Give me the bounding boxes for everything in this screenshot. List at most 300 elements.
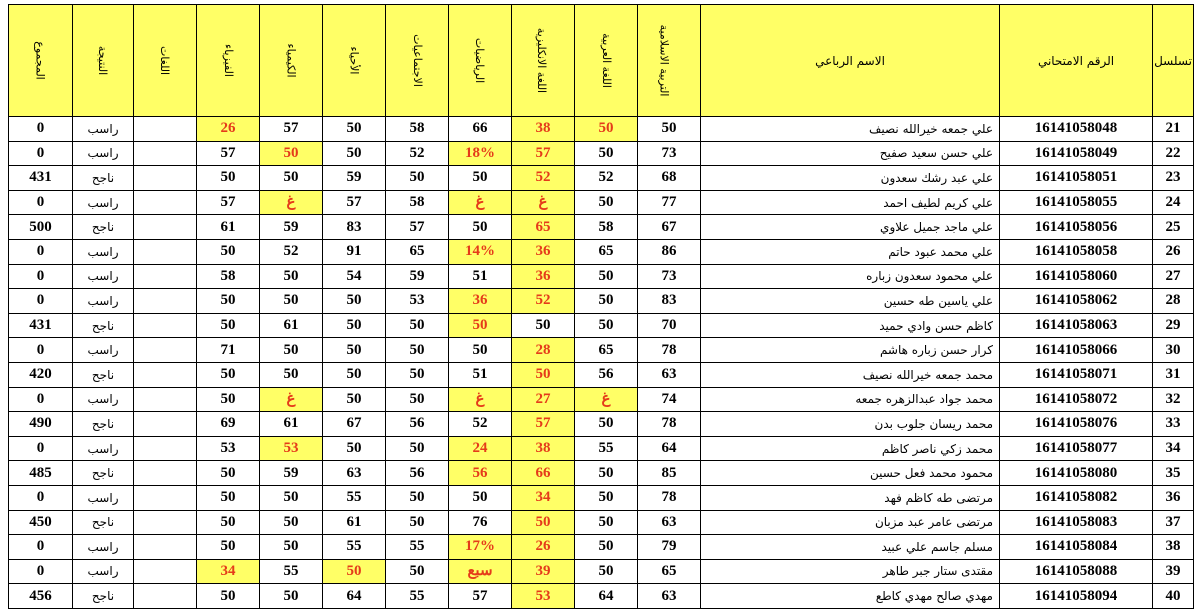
cell-social: 57 <box>386 215 449 240</box>
cell-result: راسب <box>73 387 134 412</box>
cell-languages <box>134 584 197 609</box>
cell-english: 38 <box>512 117 575 142</box>
cell-languages <box>134 215 197 240</box>
cell-result: ناجح <box>73 313 134 338</box>
cell-social: 59 <box>386 264 449 289</box>
cell-social: 58 <box>386 117 449 142</box>
cell-physics: 53 <box>197 436 260 461</box>
cell-math: 18% <box>449 141 512 166</box>
cell-name: مسلم جاسم علي عبيد <box>701 535 1000 560</box>
cell-languages <box>134 387 197 412</box>
cell-english: غ <box>512 190 575 215</box>
cell-physics: 61 <box>197 215 260 240</box>
cell-english: 36 <box>512 239 575 264</box>
cell-islamic: 50 <box>638 117 701 142</box>
cell-result: ناجح <box>73 362 134 387</box>
cell-islamic: 73 <box>638 141 701 166</box>
cell-languages <box>134 362 197 387</box>
cell-chemistry: 50 <box>260 584 323 609</box>
cell-english: 50 <box>512 510 575 535</box>
table-row <box>9 117 1194 142</box>
cell-social: 50 <box>386 362 449 387</box>
cell-exam-no: 16141058082 <box>1000 485 1153 510</box>
cell-math: 51 <box>449 264 512 289</box>
cell-total: 0 <box>9 338 73 363</box>
cell-islamic: 86 <box>638 239 701 264</box>
cell-arabic: 50 <box>575 510 638 535</box>
header-exam-no-label: الرقم الامتحاني <box>1037 53 1115 68</box>
cell-social: 52 <box>386 141 449 166</box>
header-math <box>449 5 512 117</box>
cell-result: راسب <box>73 535 134 560</box>
cell-chemistry: 50 <box>260 510 323 535</box>
cell-result: راسب <box>73 436 134 461</box>
header-total-label: المجموع <box>33 41 47 80</box>
cell-arabic: 65 <box>575 239 638 264</box>
cell-biology: 50 <box>323 117 386 142</box>
cell-social: 58 <box>386 190 449 215</box>
cell-biology: 54 <box>323 264 386 289</box>
cell-languages <box>134 264 197 289</box>
cell-total: 490 <box>9 412 73 437</box>
cell-physics: 50 <box>197 313 260 338</box>
cell-result: ناجح <box>73 215 134 240</box>
cell-english: 57 <box>512 412 575 437</box>
cell-chemistry: 50 <box>260 362 323 387</box>
cell-english: 57 <box>512 141 575 166</box>
cell-chemistry: 50 <box>260 141 323 166</box>
header-languages <box>134 5 197 117</box>
cell-total: 0 <box>9 264 73 289</box>
cell-math: 36 <box>449 289 512 314</box>
table-row <box>9 313 1194 338</box>
cell-result: راسب <box>73 264 134 289</box>
cell-chemistry: 61 <box>260 313 323 338</box>
cell-languages <box>134 313 197 338</box>
cell-biology: 55 <box>323 535 386 560</box>
cell-result: راسب <box>73 117 134 142</box>
cell-math: 56 <box>449 461 512 486</box>
cell-seq: 29 <box>1153 313 1194 338</box>
cell-languages <box>134 190 197 215</box>
results-body <box>9 117 1194 609</box>
cell-arabic: 52 <box>575 166 638 191</box>
cell-seq: 33 <box>1153 412 1194 437</box>
cell-biology: 63 <box>323 461 386 486</box>
cell-result: راسب <box>73 559 134 584</box>
cell-chemistry: غ <box>260 190 323 215</box>
table-row <box>9 190 1194 215</box>
cell-math: 50 <box>449 338 512 363</box>
cell-biology: 59 <box>323 166 386 191</box>
cell-arabic: 55 <box>575 436 638 461</box>
cell-exam-no: 16141058055 <box>1000 190 1153 215</box>
cell-arabic: 50 <box>575 313 638 338</box>
header-exam-no <box>1000 5 1153 117</box>
cell-physics: 50 <box>197 289 260 314</box>
cell-biology: 50 <box>323 338 386 363</box>
cell-exam-no: 16141058084 <box>1000 535 1153 560</box>
table-row <box>9 535 1194 560</box>
header-arabic-label: اللغة العربية <box>599 33 613 88</box>
cell-physics: 34 <box>197 559 260 584</box>
cell-result: راسب <box>73 289 134 314</box>
cell-chemistry: 61 <box>260 412 323 437</box>
header-name <box>701 5 1000 117</box>
cell-english: 26 <box>512 535 575 560</box>
table-row <box>9 338 1194 363</box>
cell-chemistry: 52 <box>260 239 323 264</box>
cell-physics: 57 <box>197 141 260 166</box>
cell-english: 66 <box>512 461 575 486</box>
cell-chemistry: 50 <box>260 166 323 191</box>
cell-total: 0 <box>9 535 73 560</box>
cell-math: 50 <box>449 166 512 191</box>
cell-physics: 50 <box>197 535 260 560</box>
cell-math: 14% <box>449 239 512 264</box>
cell-social: 55 <box>386 584 449 609</box>
cell-biology: 83 <box>323 215 386 240</box>
cell-biology: 50 <box>323 559 386 584</box>
header-row <box>9 5 1194 117</box>
cell-physics: 50 <box>197 510 260 535</box>
cell-total: 0 <box>9 190 73 215</box>
cell-name: علي كريم لطيف احمد <box>701 190 1000 215</box>
cell-exam-no: 16141058063 <box>1000 313 1153 338</box>
cell-exam-no: 16141058048 <box>1000 117 1153 142</box>
cell-seq: 38 <box>1153 535 1194 560</box>
cell-exam-no: 16141058062 <box>1000 289 1153 314</box>
cell-math: 66 <box>449 117 512 142</box>
cell-seq: 28 <box>1153 289 1194 314</box>
cell-exam-no: 16141058088 <box>1000 559 1153 584</box>
cell-languages <box>134 559 197 584</box>
cell-math: غ <box>449 190 512 215</box>
header-seq <box>1153 5 1194 117</box>
table-row <box>9 362 1194 387</box>
cell-seq: 25 <box>1153 215 1194 240</box>
cell-seq: 39 <box>1153 559 1194 584</box>
table-row <box>9 485 1194 510</box>
cell-name: علي محمود سعدون زباره <box>701 264 1000 289</box>
cell-social: 50 <box>386 510 449 535</box>
cell-name: كاظم حسن وادي حميد <box>701 313 1000 338</box>
cell-total: 0 <box>9 387 73 412</box>
cell-name: علي عبد رشك سعدون <box>701 166 1000 191</box>
cell-social: 50 <box>386 166 449 191</box>
cell-languages <box>134 535 197 560</box>
cell-chemistry: 50 <box>260 338 323 363</box>
cell-seq: 21 <box>1153 117 1194 142</box>
cell-result: ناجح <box>73 461 134 486</box>
header-chemistry <box>260 5 323 117</box>
cell-total: 485 <box>9 461 73 486</box>
cell-total: 500 <box>9 215 73 240</box>
cell-languages <box>134 461 197 486</box>
cell-english: 52 <box>512 166 575 191</box>
cell-biology: 50 <box>323 436 386 461</box>
cell-math: 52 <box>449 412 512 437</box>
cell-biology: 50 <box>323 313 386 338</box>
cell-math: 24 <box>449 436 512 461</box>
header-english-label: اللغة الانكليزية <box>534 27 548 94</box>
cell-arabic: 50 <box>575 289 638 314</box>
header-arabic <box>575 5 638 117</box>
cell-languages <box>134 338 197 363</box>
cell-seq: 26 <box>1153 239 1194 264</box>
header-seq-label: تسلسل <box>1154 53 1192 68</box>
cell-name: محمود محمد فعل حسين <box>701 461 1000 486</box>
table-row <box>9 387 1194 412</box>
table-row <box>9 559 1194 584</box>
results-sheet <box>8 4 1193 609</box>
cell-languages <box>134 412 197 437</box>
table-row <box>9 264 1194 289</box>
cell-math: 50 <box>449 485 512 510</box>
cell-seq: 30 <box>1153 338 1194 363</box>
cell-physics: 58 <box>197 264 260 289</box>
cell-biology: 50 <box>323 362 386 387</box>
cell-total: 431 <box>9 166 73 191</box>
cell-islamic: 74 <box>638 387 701 412</box>
cell-languages <box>134 166 197 191</box>
cell-physics: 71 <box>197 338 260 363</box>
cell-total: 0 <box>9 117 73 142</box>
cell-languages <box>134 436 197 461</box>
cell-social: 53 <box>386 289 449 314</box>
cell-result: ناجح <box>73 584 134 609</box>
table-row <box>9 239 1194 264</box>
header-physics <box>197 5 260 117</box>
cell-arabic: 50 <box>575 559 638 584</box>
cell-islamic: 85 <box>638 461 701 486</box>
cell-biology: 50 <box>323 289 386 314</box>
cell-biology: 64 <box>323 584 386 609</box>
cell-result: ناجح <box>73 510 134 535</box>
cell-physics: 26 <box>197 117 260 142</box>
cell-languages <box>134 239 197 264</box>
cell-islamic: 64 <box>638 436 701 461</box>
cell-biology: 55 <box>323 485 386 510</box>
cell-languages <box>134 485 197 510</box>
cell-total: 0 <box>9 485 73 510</box>
cell-islamic: 63 <box>638 362 701 387</box>
results-table <box>8 4 1194 609</box>
cell-chemistry: 59 <box>260 461 323 486</box>
cell-languages <box>134 289 197 314</box>
cell-total: 0 <box>9 239 73 264</box>
cell-islamic: 70 <box>638 313 701 338</box>
cell-exam-no: 16141058077 <box>1000 436 1153 461</box>
cell-languages <box>134 510 197 535</box>
header-chemistry-label: الكيمياء <box>284 43 298 78</box>
cell-islamic: 68 <box>638 166 701 191</box>
cell-math: 50 <box>449 313 512 338</box>
cell-arabic: 56 <box>575 362 638 387</box>
cell-result: راسب <box>73 485 134 510</box>
cell-languages <box>134 141 197 166</box>
cell-languages <box>134 117 197 142</box>
table-row <box>9 461 1194 486</box>
cell-total: 456 <box>9 584 73 609</box>
table-row <box>9 510 1194 535</box>
table-row <box>9 166 1194 191</box>
cell-chemistry: 50 <box>260 264 323 289</box>
cell-arabic: غ <box>575 387 638 412</box>
cell-physics: 50 <box>197 166 260 191</box>
cell-name: محمد ريسان جلوب بدن <box>701 412 1000 437</box>
cell-seq: 27 <box>1153 264 1194 289</box>
cell-english: 39 <box>512 559 575 584</box>
cell-english: 36 <box>512 264 575 289</box>
cell-math: غ <box>449 387 512 412</box>
cell-seq: 32 <box>1153 387 1194 412</box>
header-languages-label: اللغات <box>158 45 172 76</box>
cell-name: محمد جواد عبدالزهره جمعه <box>701 387 1000 412</box>
header-biology <box>323 5 386 117</box>
cell-math: 57 <box>449 584 512 609</box>
cell-arabic: 65 <box>575 338 638 363</box>
cell-arabic: 50 <box>575 485 638 510</box>
cell-arabic: 58 <box>575 215 638 240</box>
cell-total: 0 <box>9 141 73 166</box>
cell-seq: 35 <box>1153 461 1194 486</box>
cell-name: مهدي صالح مهدي كاطع <box>701 584 1000 609</box>
cell-exam-no: 16141058056 <box>1000 215 1153 240</box>
header-physics-label: الفيزياء <box>221 44 235 77</box>
cell-physics: 50 <box>197 485 260 510</box>
cell-chemistry: 53 <box>260 436 323 461</box>
table-row <box>9 436 1194 461</box>
cell-biology: 61 <box>323 510 386 535</box>
cell-chemistry: 57 <box>260 117 323 142</box>
header-biology-label: الأحياء <box>347 46 361 75</box>
cell-exam-no: 16141058080 <box>1000 461 1153 486</box>
cell-arabic: 50 <box>575 264 638 289</box>
cell-seq: 34 <box>1153 436 1194 461</box>
cell-islamic: 65 <box>638 559 701 584</box>
cell-name: مرتضى طه كاظم فهد <box>701 485 1000 510</box>
header-name-label: الاسم الرباعي <box>815 53 885 68</box>
cell-exam-no: 16141058066 <box>1000 338 1153 363</box>
cell-total: 420 <box>9 362 73 387</box>
cell-social: 50 <box>386 313 449 338</box>
table-row <box>9 141 1194 166</box>
cell-social: 50 <box>386 387 449 412</box>
cell-seq: 22 <box>1153 141 1194 166</box>
cell-arabic: 50 <box>575 141 638 166</box>
cell-exam-no: 16141058060 <box>1000 264 1153 289</box>
cell-seq: 31 <box>1153 362 1194 387</box>
cell-islamic: 63 <box>638 584 701 609</box>
cell-total: 0 <box>9 289 73 314</box>
cell-social: 50 <box>386 559 449 584</box>
cell-english: 27 <box>512 387 575 412</box>
cell-name: محمد جمعه خيرالله نصيف <box>701 362 1000 387</box>
table-row <box>9 412 1194 437</box>
cell-physics: 50 <box>197 584 260 609</box>
cell-physics: 50 <box>197 362 260 387</box>
cell-result: راسب <box>73 141 134 166</box>
cell-physics: 50 <box>197 461 260 486</box>
cell-name: محمد زكي ناصر كاظم <box>701 436 1000 461</box>
cell-name: علي حسن سعيد صفيح <box>701 141 1000 166</box>
cell-exam-no: 16141058083 <box>1000 510 1153 535</box>
cell-exam-no: 16141058094 <box>1000 584 1153 609</box>
cell-social: 50 <box>386 485 449 510</box>
table-row <box>9 584 1194 609</box>
table-row <box>9 215 1194 240</box>
header-total <box>9 5 73 117</box>
cell-total: 431 <box>9 313 73 338</box>
cell-social: 50 <box>386 338 449 363</box>
cell-islamic: 78 <box>638 412 701 437</box>
cell-total: 0 <box>9 436 73 461</box>
cell-math: 76 <box>449 510 512 535</box>
cell-english: 50 <box>512 362 575 387</box>
cell-physics: 50 <box>197 387 260 412</box>
cell-name: مقتدى ستار جبر طاهر <box>701 559 1000 584</box>
cell-name: علي ياسين طه حسين <box>701 289 1000 314</box>
cell-biology: 67 <box>323 412 386 437</box>
cell-exam-no: 16141058071 <box>1000 362 1153 387</box>
header-social <box>386 5 449 117</box>
cell-physics: 57 <box>197 190 260 215</box>
cell-exam-no: 16141058072 <box>1000 387 1153 412</box>
cell-chemistry: 55 <box>260 559 323 584</box>
cell-english: 38 <box>512 436 575 461</box>
cell-math: 50 <box>449 215 512 240</box>
header-social-label: الاجتماعيات <box>410 34 424 87</box>
cell-exam-no: 16141058051 <box>1000 166 1153 191</box>
cell-seq: 24 <box>1153 190 1194 215</box>
cell-physics: 69 <box>197 412 260 437</box>
cell-total: 450 <box>9 510 73 535</box>
cell-islamic: 78 <box>638 338 701 363</box>
cell-arabic: 50 <box>575 535 638 560</box>
cell-chemistry: 59 <box>260 215 323 240</box>
cell-biology: 91 <box>323 239 386 264</box>
cell-english: 50 <box>512 313 575 338</box>
cell-exam-no: 16141058049 <box>1000 141 1153 166</box>
cell-seq: 23 <box>1153 166 1194 191</box>
cell-social: 56 <box>386 412 449 437</box>
cell-islamic: 77 <box>638 190 701 215</box>
cell-chemistry: 50 <box>260 485 323 510</box>
cell-name: علي ماجد جميل علاوي <box>701 215 1000 240</box>
cell-name: علي محمد عبود حاتم <box>701 239 1000 264</box>
cell-english: 53 <box>512 584 575 609</box>
cell-chemistry: غ <box>260 387 323 412</box>
cell-name: علي جمعه خيرالله نصيف <box>701 117 1000 142</box>
cell-arabic: 50 <box>575 117 638 142</box>
cell-math: 17% <box>449 535 512 560</box>
cell-chemistry: 50 <box>260 535 323 560</box>
cell-islamic: 79 <box>638 535 701 560</box>
header-english <box>512 5 575 117</box>
cell-biology: 50 <box>323 387 386 412</box>
cell-chemistry: 50 <box>260 289 323 314</box>
cell-arabic: 64 <box>575 584 638 609</box>
cell-physics: 50 <box>197 239 260 264</box>
cell-total: 0 <box>9 559 73 584</box>
header-islamic-label: التربية الاسلامية <box>657 24 671 97</box>
cell-exam-no: 16141058076 <box>1000 412 1153 437</box>
cell-social: 50 <box>386 436 449 461</box>
cell-social: 65 <box>386 239 449 264</box>
cell-social: 55 <box>386 535 449 560</box>
cell-biology: 50 <box>323 141 386 166</box>
